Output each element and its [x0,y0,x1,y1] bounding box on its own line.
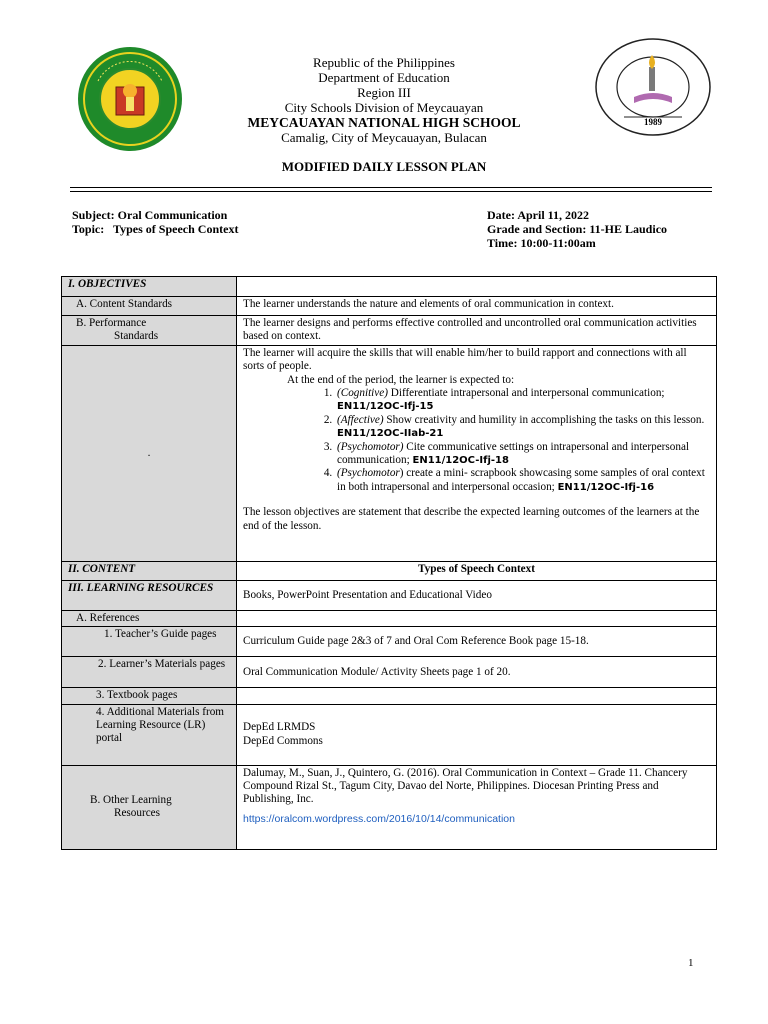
header-address: Camalig, City of Meycauayan, Bulacan [281,130,487,145]
competencies-row [62,345,717,561]
learners-materials-row [62,657,717,688]
performance-label-line2: Standards [114,330,159,343]
time-line: Time: 10:00-11:00am [487,236,596,250]
learning-resources-label: III. LEARNING RESOURCES [62,580,237,610]
objective-domain: (Psychomotor) [337,440,404,453]
competencies-value [237,345,717,561]
references-label: A. References [62,610,237,626]
objective-code: EN11/12OC-IIab-21 [337,428,444,440]
objective-code: EN11/12OC-Ifj-15 [337,401,434,413]
objectives-value [237,277,717,297]
teachers-guide-row [62,627,717,657]
textbook-value [237,688,717,704]
topic-line: Topic: Types of Speech Context [72,222,239,236]
header-region: Region III [357,85,411,100]
content-standards-label: A. Content Standards [62,297,237,316]
objective-domain: (Cognitive) [337,387,388,400]
learners-materials-value: Oral Communication Module/ Activity Sheets page 1 of 20. [237,657,717,688]
other-label-line1: B. Other Learning [90,793,172,806]
objectives-label: I. OBJECTIVES [62,277,237,297]
citation-text: Dalumay, M., Suan, J., Quintero, G. (2016). Oral Communication in Context – Grade 11. Chancery Compound Rizal St., Tagum City, Davao del Norte, Philippines. Diocesan Printing Press and Publishing, Inc. [243,766,688,806]
objective-text: Show creativity and humility in accomplishing the tasks on this lesson. [383,413,705,426]
learning-resources-row [62,580,717,610]
objective-text: Differentiate intrapersonal and interpersonal communication; [387,387,665,400]
document-title: MODIFIED DAILY LESSON PLAN [281,159,487,174]
objective-domain: (Affective) [337,413,384,426]
header-department: Department of Education [318,70,450,85]
header-division: City Schools Division of Meycauayan [284,100,484,115]
date-line: Date: April 11, 2022 [487,208,589,222]
objective-item [335,467,710,494]
objective-code: EN11/12OC-Ifj-16 [557,481,655,493]
lrmds-item: DepEd LRMDS [243,721,316,734]
objective-item [335,387,710,414]
references-value [237,610,717,626]
deped-commons-item: DepEd Commons [243,734,323,747]
objective-item [335,441,710,468]
teachers-guide-label: 1. Teacher’s Guide pages [62,627,237,657]
learners-materials-label: 2. Learner’s Materials pages [62,657,237,688]
objectives-row [62,277,717,297]
grade-section-line: Grade and Section: 11-HE Laudico [487,222,668,236]
teachers-guide-value: Curriculum Guide page 2&3 of 7 and Oral Com Reference Book page 15-18. [237,627,717,657]
school-seal-year: 1989 [644,117,662,127]
objectives-list [243,387,710,494]
other-resources-row [62,765,717,849]
textbook-label: 3. Textbook pages [62,688,237,704]
objective-code: EN11/12OC-Ifj-18 [412,455,509,467]
performance-standards-value: The learner designs and performs effective controlled and uncontrolled oral communication activities based on context. [237,316,717,346]
performance-standards-row [62,316,717,346]
content-label: II. CONTENT [62,561,237,580]
content-row [62,561,717,580]
other-resources-value [237,765,717,849]
additional-materials-value [237,704,717,765]
objective-item [335,414,710,441]
content-standards-row [62,297,717,316]
performance-label-line1: B. Performance [76,317,147,329]
performance-standards-label [62,316,237,346]
header-school-name: MEYCAUAYAN NATIONAL HIGH SCHOOL [247,115,521,130]
references-row [62,610,717,626]
competencies-label: . [62,345,237,561]
page-number: 1 [688,957,694,969]
competencies-closing: The lesson objectives are statement that describe the expected learning outcomes of the learners at the end of the lesson. [243,506,700,532]
content-value: Types of Speech Context [237,561,717,580]
other-resources-label [62,765,237,849]
learning-resources-value: Books, PowerPoint Presentation and Educational Video [237,580,717,610]
textbook-row [62,688,717,704]
competencies-lead: At the end of the period, the learner is expected to: [287,373,515,386]
header-divider [70,187,712,192]
competencies-intro: The learner will acquire the skills that will enable him/her to build rapport and connections with all sorts of people. [243,346,687,373]
objective-text: ) create a mini- scrapbook showcasing some samples of oral context in both intrapersonal and interpersonal occasion; [337,467,705,493]
additional-materials-row [62,704,717,765]
other-label-line2: Resources [114,807,160,820]
header-republic: Republic of the Philippines [313,55,455,70]
additional-materials-label: 4. Additional Materials from Learning Resource (LR) portal [62,704,237,765]
lesson-plan-table [61,276,717,850]
objective-domain: (Psychomotor [337,467,400,480]
content-standards-value: The learner understands the nature and elements of oral communication in context. [237,297,717,316]
objective-text: Cite communicative settings on intrapersonal and interpersonal communication; [337,440,690,467]
reference-link[interactable]: https://oralcom.wordpress.com/2016/10/14/communication [243,812,515,825]
subject-line: Subject: Oral Communication [72,208,228,222]
